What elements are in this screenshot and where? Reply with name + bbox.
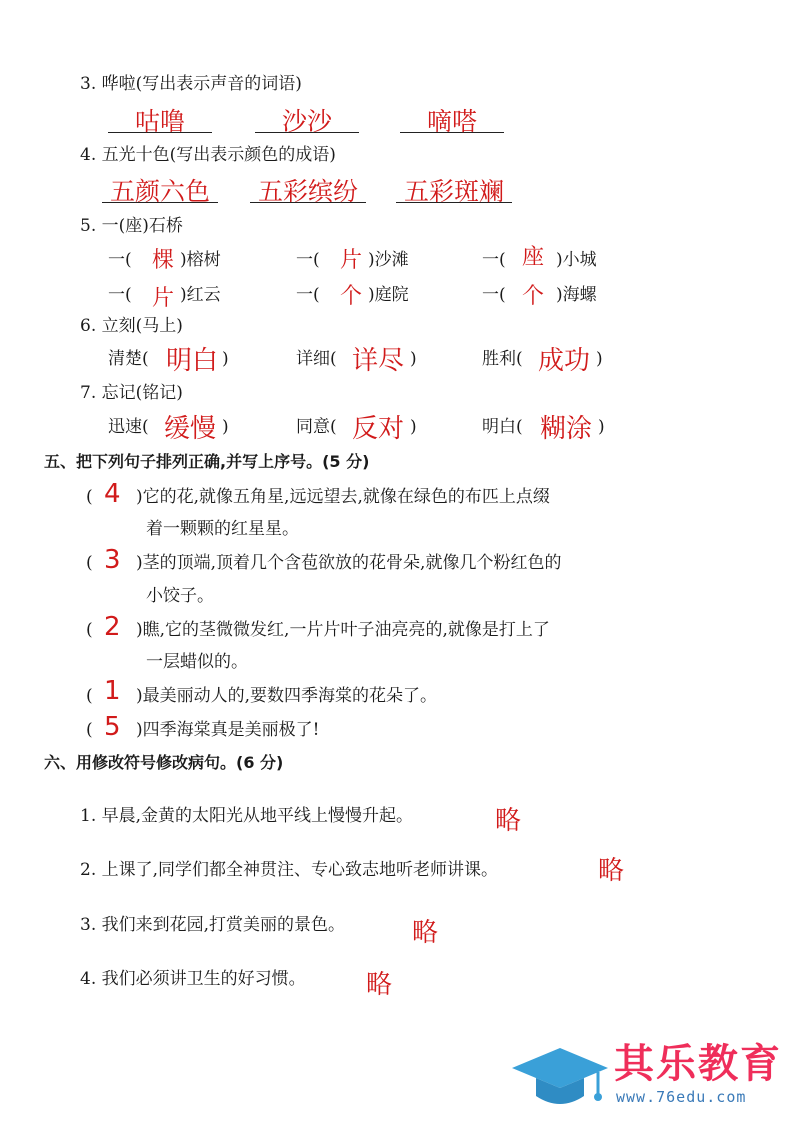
sentence-text: 1. 早晨,金黄的太阳光从地平线上慢慢升起。 — [80, 806, 414, 826]
q6-close: ) — [222, 349, 229, 369]
q5-item-answer: 片 — [340, 248, 363, 273]
q5-item-prefix: 一( — [108, 285, 132, 305]
sentence-line: )四季海棠真是美丽极了! — [136, 720, 320, 740]
q7-word: 同意( — [296, 417, 337, 437]
q6-close: ) — [410, 349, 417, 369]
section-5-title: 五、把下列句子排列正确,并写上序号。(5 分) — [44, 452, 370, 471]
q5-item-answer: 个 — [340, 284, 363, 309]
order-open-paren: ( — [86, 487, 93, 507]
q7-close: ) — [410, 417, 417, 437]
q7-close: ) — [598, 417, 605, 437]
q5-item-answer: 个 — [522, 284, 545, 309]
q5-item-prefix: 一( — [296, 250, 320, 270]
q7-answer: 糊涂 — [540, 414, 593, 444]
q5-item-answer: 片 — [152, 286, 175, 311]
order-open-paren: ( — [86, 720, 93, 740]
q5-item-prefix: 一( — [482, 285, 506, 305]
sentence-text: 3. 我们来到花园,打赏美丽的景色。 — [80, 915, 346, 935]
sentence-line: )茎的顶端,顶着几个含苞欲放的花骨朵,就像几个粉红色的 — [136, 553, 562, 573]
q3-blank-1 — [108, 102, 212, 136]
sentence-line: )瞧,它的茎微微发红,一片片叶子油亮亮的,就像是打上了 — [136, 620, 550, 640]
q4-answer-1: 五颜六色 — [109, 177, 210, 206]
sentence-line: )最美丽动人的,要数四季海棠的花朵了。 — [136, 686, 438, 706]
q5-item-suffix: )庭院 — [368, 285, 409, 305]
q7-title: 7. 忘记(铭记) — [80, 383, 183, 403]
q4-blank-1 — [102, 172, 218, 206]
sentence-line-cont: 着一颗颗的红星星。 — [146, 519, 299, 539]
q5-item-prefix: 一( — [482, 250, 506, 270]
q6-answer: 成功 — [538, 346, 591, 376]
order-open-paren: ( — [86, 620, 93, 640]
q7-word: 迅速( — [108, 417, 149, 437]
sentence-line-cont: 小饺子。 — [146, 586, 214, 606]
q3-answer-3: 嘀嗒 — [426, 107, 477, 136]
q7-answer: 缓慢 — [164, 414, 217, 444]
order-number: 5 — [104, 712, 121, 742]
q6-word: 清楚( — [108, 349, 149, 369]
q5-item-prefix: 一( — [296, 285, 320, 305]
q7-answer: 反对 — [352, 414, 405, 444]
logo-url: www.76edu.com — [616, 1088, 747, 1106]
q5-item-suffix: )小城 — [556, 250, 597, 270]
q5-item-suffix: )沙滩 — [368, 250, 409, 270]
sentence-line-cont: 一层蜡似的。 — [146, 652, 248, 672]
q4-blank-3 — [396, 172, 512, 206]
q7-close: ) — [222, 417, 229, 437]
site-logo — [506, 1032, 791, 1116]
correction-answer: 略 — [366, 970, 393, 1000]
q4-answer-2: 五彩缤纷 — [257, 177, 358, 206]
graduation-cap-icon — [506, 1032, 610, 1116]
q5-item-suffix: )海螺 — [556, 285, 597, 305]
correction-answer: 略 — [598, 856, 625, 886]
q5-item-prefix: 一( — [108, 250, 132, 270]
correction-answer: 略 — [412, 918, 439, 948]
q3-blank-2 — [255, 102, 359, 136]
q3-answer-2: 沙沙 — [281, 107, 332, 136]
order-number: 1 — [104, 676, 121, 706]
q5-item-suffix: )红云 — [180, 285, 221, 305]
order-number: 3 — [104, 545, 121, 575]
section-6-title: 六、用修改符号修改病句。(6 分) — [44, 753, 284, 772]
q4-blank-2 — [250, 172, 366, 206]
q6-answer: 明白 — [166, 346, 219, 376]
q4-answer-3: 五彩斑斓 — [403, 177, 504, 206]
sentence-line: )它的花,就像五角星,远远望去,就像在绿色的布匹上点缀 — [136, 487, 550, 507]
sentence-text: 4. 我们必须讲卫生的好习惯。 — [80, 969, 306, 989]
q5-item-answer: 座 — [522, 245, 545, 270]
q4-title: 4. 五光十色(写出表示颜色的成语) — [80, 145, 336, 165]
q6-word: 胜利( — [482, 349, 523, 369]
order-open-paren: ( — [86, 686, 93, 706]
q6-word: 详细( — [296, 349, 337, 369]
q3-answer-1: 咕噜 — [134, 107, 185, 136]
q5-item-suffix: )榕树 — [180, 250, 221, 270]
q5-title: 5. 一(座)石桥 — [80, 216, 183, 236]
order-number: 4 — [104, 479, 121, 509]
q7-word: 明白( — [482, 417, 523, 437]
q6-close: ) — [596, 349, 603, 369]
order-open-paren: ( — [86, 553, 93, 573]
q3-blank-3 — [400, 102, 504, 136]
q5-item-answer: 棵 — [152, 248, 175, 273]
order-number: 2 — [104, 612, 121, 642]
sentence-text: 2. 上课了,同学们都全神贯注、专心致志地听老师讲课。 — [80, 860, 499, 880]
q3-title: 3. 哗啦(写出表示声音的词语) — [80, 74, 302, 94]
q6-title: 6. 立刻(马上) — [80, 316, 183, 336]
q6-answer: 详尽 — [352, 346, 405, 376]
correction-answer: 略 — [495, 806, 522, 836]
logo-title: 其乐教育 — [614, 1041, 782, 1087]
